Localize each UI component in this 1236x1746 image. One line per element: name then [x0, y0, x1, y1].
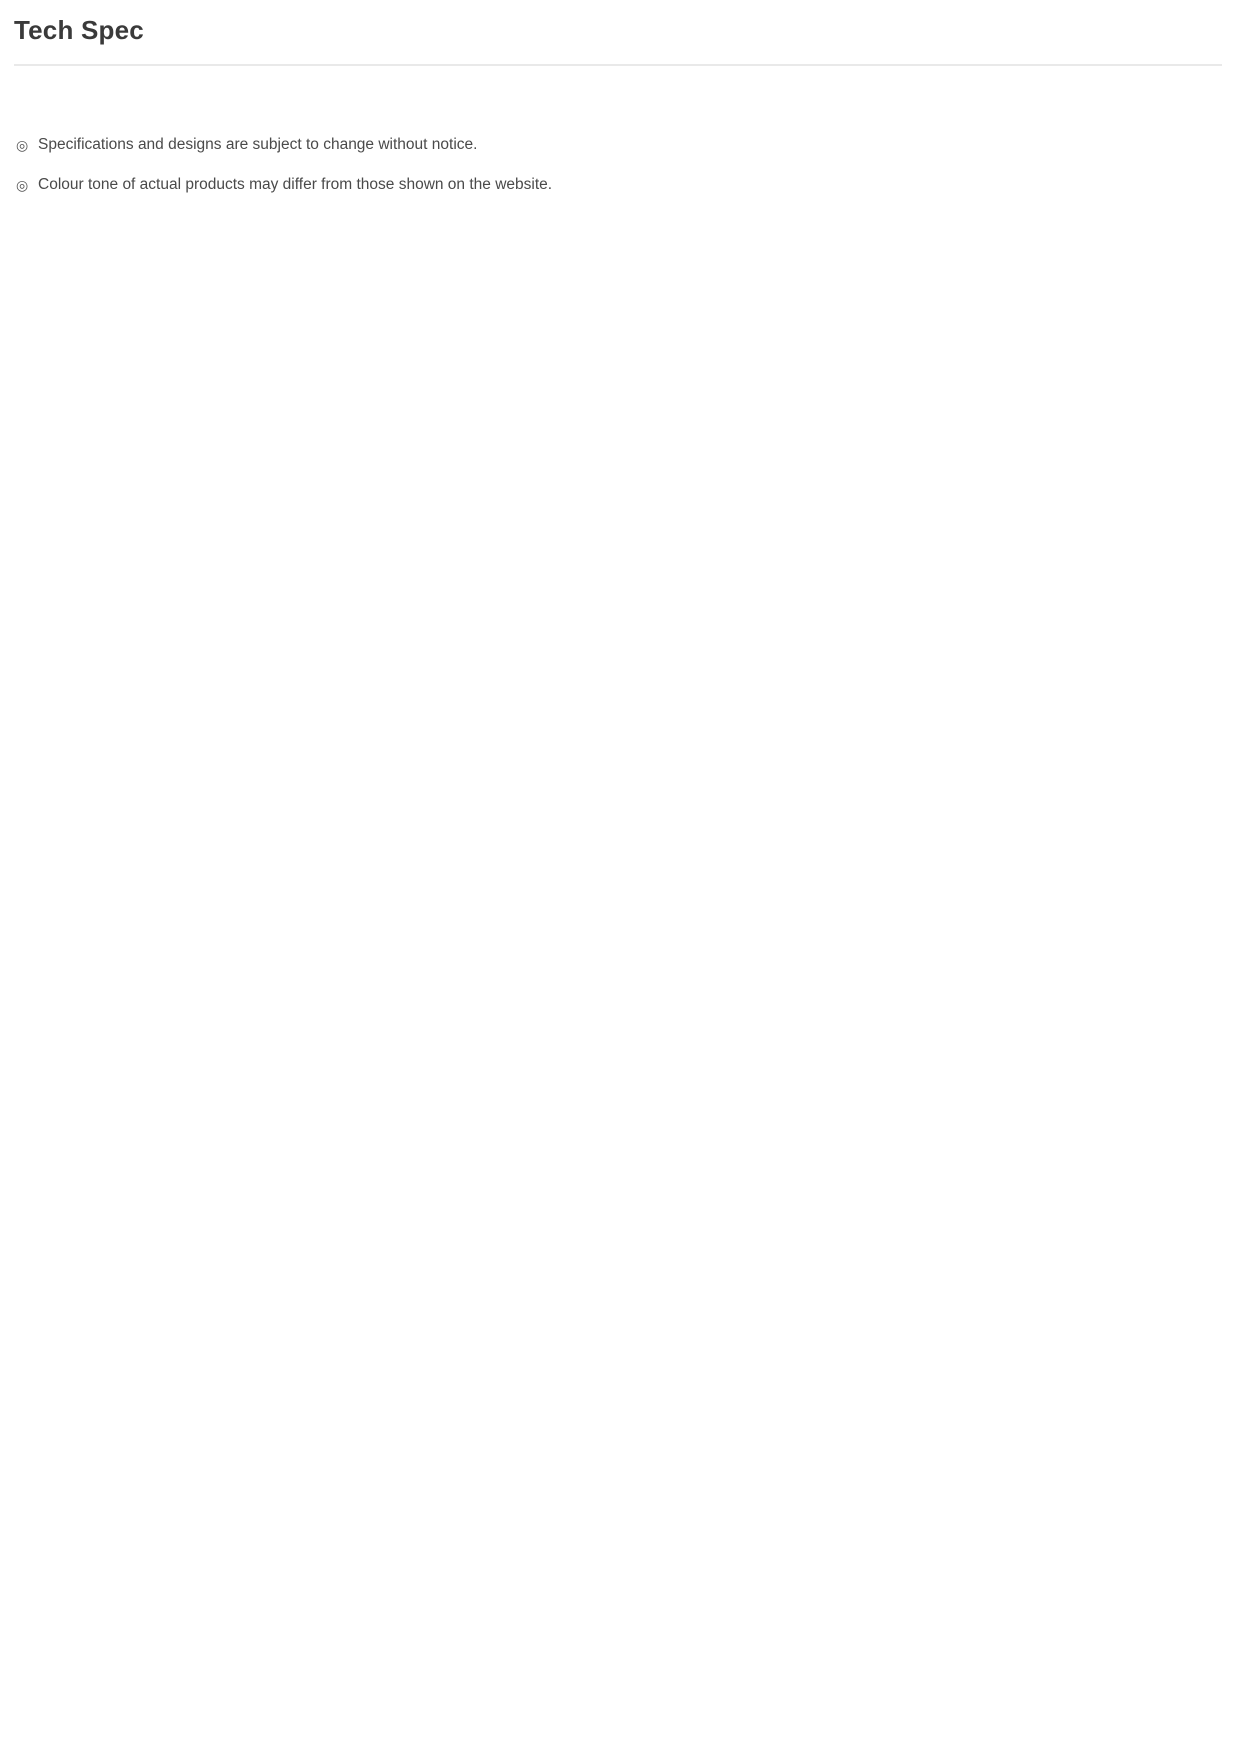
footnotes	[14, 135, 1222, 195]
title-divider	[14, 64, 1222, 66]
footnote-item	[16, 175, 1220, 195]
footnote-text: Colour tone of actual products may differ from those shown on the website.	[38, 176, 553, 193]
footnote-text: Specifications and designs are subject to change without notice.	[38, 136, 478, 153]
footnote-item	[16, 135, 1220, 155]
double-circle-icon: ◎	[16, 137, 29, 153]
double-circle-icon: ◎	[16, 177, 29, 193]
page-title: Tech Spec	[14, 15, 144, 45]
tech-spec-section	[0, 12, 1236, 195]
